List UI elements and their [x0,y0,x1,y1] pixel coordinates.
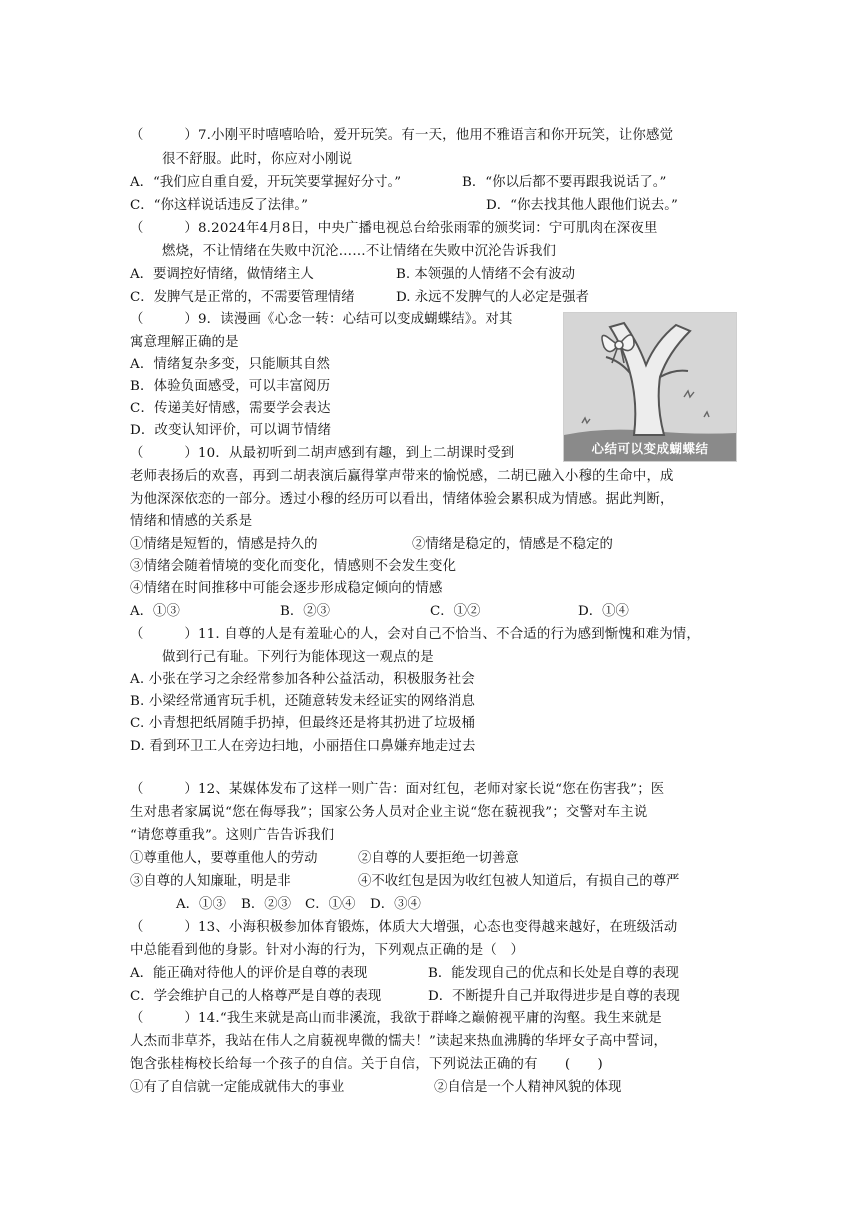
q12-statement-4: ④不收红包是因为收红包被人知道后，有损自己的尊严 [358,874,680,889]
q13-stem-line-2: 中总能看到他的身影。针对小海的行为，下列观点正确的是（ ） [130,943,525,958]
q8-stem-line-1: （ ）8.2024年4月8日，中央广播电视总台给张雨霏的颁奖词：宁可肌肉在深夜里 [130,221,658,236]
q8-option-a: A．要调控好情绪，做情绪主人 [130,267,314,282]
q10-option-d: D．①④ [578,604,629,619]
q8-stem-line-2: 燃烧，不让情绪在失败中沉沦……不让情绪在失败中沉沦告诉我们 [162,244,557,259]
q9-option-a: A．情绪复杂多变，只能顺其自然 [130,357,331,372]
q7-option-c: C．“你这样说话违反了法律。” [130,198,308,213]
q9-option-b: B．体验负面感受，可以丰富阅历 [130,379,331,394]
q11-option-c: C. 小青想把纸屑随手扔掉，但最终还是将其扔进了垃圾桶 [130,716,476,731]
q12-stem-line-2: 生对患者家属说“您在侮辱我”；国家公务人员对企业主说“您在藐视我”；交警对车主说 [130,805,648,820]
q12-option-b: B．②③ [241,897,292,912]
q9-stem-line-2: 寓意理解正确的是 [130,335,239,350]
q9-option-c: C．传递美好情感，需要学会表达 [130,401,331,416]
q12-stem-line-1: （ ）12、某媒体发布了这样一则广告：面对红包，老师对家长说“您在伤害我”；医 [130,782,665,797]
q12-statement-2: ②自尊的人要拒绝一切善意 [358,851,519,866]
q11-stem-line-1: （ ）11. 自尊的人是有羞耻心的人，会对自己不恰当、不合适的行为感到惭愧和难为情， [130,627,700,642]
q14-stem-line-3: 饱含张桂梅校长给每一个孩子的自信。关于自信，下列说法正确的有 ( ) [130,1057,603,1072]
q12-statement-3: ③自尊的人知廉耻，明是非 [130,874,291,889]
q14-stem-line-1: （ ）14.“我生来就是高山而非溪流，我欲于群峰之巅俯视平庸的沟壑。我生来就是 [130,1011,662,1026]
q12-option-d: D．③④ [370,897,421,912]
q11-option-a: A. 小张在学习之余经常参加各种公益活动，积极服务社会 [130,672,475,687]
q7-stem-line-2: 很不舒服。此时，你应对小刚说 [162,152,353,167]
q12-stem-line-3: “请您尊重我”。这则广告告诉我们 [130,828,335,843]
q11-option-b: B. 小梁经常通宵玩手机，还随意转发未经证实的网络消息 [130,694,476,709]
q10-stem-line-3: 为他深深依恋的一部分。透过小穆的经历可以看出，情绪体验会累积成为情感。据此判断， [130,492,674,507]
comic-illustration [563,312,737,462]
q10-statement-3: ③情绪会随着情境的变化而变化，情感则不会发生变化 [130,559,457,574]
q9-stem-line-1: （ ）9．读漫画《心念一转：心结可以变成蝴蝶结》。对其 [130,312,513,327]
q11-stem-line-2: 做到行己有耻。下列行为能体现这一观点的是 [162,650,434,665]
q12-option-c: C．①④ [305,897,356,912]
q14-statement-1: ①有了自信就一定能成就伟大的事业 [130,1080,345,1095]
q10-stem-line-1: （ ）10．从最初听到二胡声感到有趣，到上二胡课时受到 [130,446,515,461]
q10-statement-4: ④情绪在时间推移中可能会逐步形成稳定倾向的情感 [130,581,443,596]
q7-option-b: B．“你以后都不要再跟我说话了。” [462,175,667,190]
q9-option-d: D．改变认知评价，可以调节情绪 [130,423,332,438]
q10-option-b: B．②③ [280,604,331,619]
q13-option-b: B．能发现自己的优点和长处是自尊的表现 [428,966,679,981]
q10-option-c: C．①② [430,604,481,619]
q10-stem-line-2: 老师表扬后的欢喜，再到二胡表演后赢得掌声带来的愉悦感，二胡已融入小穆的生命中，成 [130,469,674,484]
q8-option-b: B. 本领强的人情绪不会有波动 [396,267,576,282]
comic-caption: 心结可以变成蝴蝶结 [591,441,709,456]
q13-option-d: D．不断提升自己并取得进步是自尊的表现 [428,989,680,1004]
q7-option-d: D．“你去找其他人跟他们说去。” [486,198,678,213]
q14-statement-2: ②自信是一个人精神风貌的体现 [434,1080,622,1095]
q7-option-a: A．“我们应自重自爱，开玩笑要掌握好分寸。” [130,175,402,190]
q10-option-a: A．①③ [130,604,180,619]
q8-option-d: D. 永远不发脾气的人必定是强者 [396,290,589,305]
q12-option-a: A．①③ [176,897,226,912]
q13-option-c: C．学会维护自己的人格尊严是自尊的表现 [130,989,382,1004]
q12-statement-1: ①尊重他人，要尊重他人的劳动 [130,851,318,866]
q10-stem-line-4: 情绪和情感的关系是 [130,514,253,529]
q7-stem-line-1: （ ）7.小刚平时嘻嘻哈哈，爱开玩笑。有一天，他用不雅语言和你开玩笑，让你感觉 [130,128,674,143]
q14-stem-line-2: 人杰而非草芥，我站在伟人之肩藐视卑微的懦夫！”读起来热血沸腾的华坪女子高中誓词， [130,1034,668,1049]
q11-option-d: D. 看到环卫工人在旁边扫地，小丽捂住口鼻嫌弃地走过去 [130,739,476,754]
q8-option-c: C．发脾气是正常的，不需要管理情绪 [130,290,355,305]
q13-stem-line-1: （ ）13、小海积极参加体育锻炼，体质大大增强，心态也变得越来越好，在班级活动 [130,920,678,935]
q10-statement-1: ①情绪是短暂的，情感是持久的 [130,537,318,552]
q10-statement-2: ②情绪是稳定的，情感是不稳定的 [412,537,613,552]
q13-option-a: A．能正确对待他人的评价是自尊的表现 [130,966,368,981]
